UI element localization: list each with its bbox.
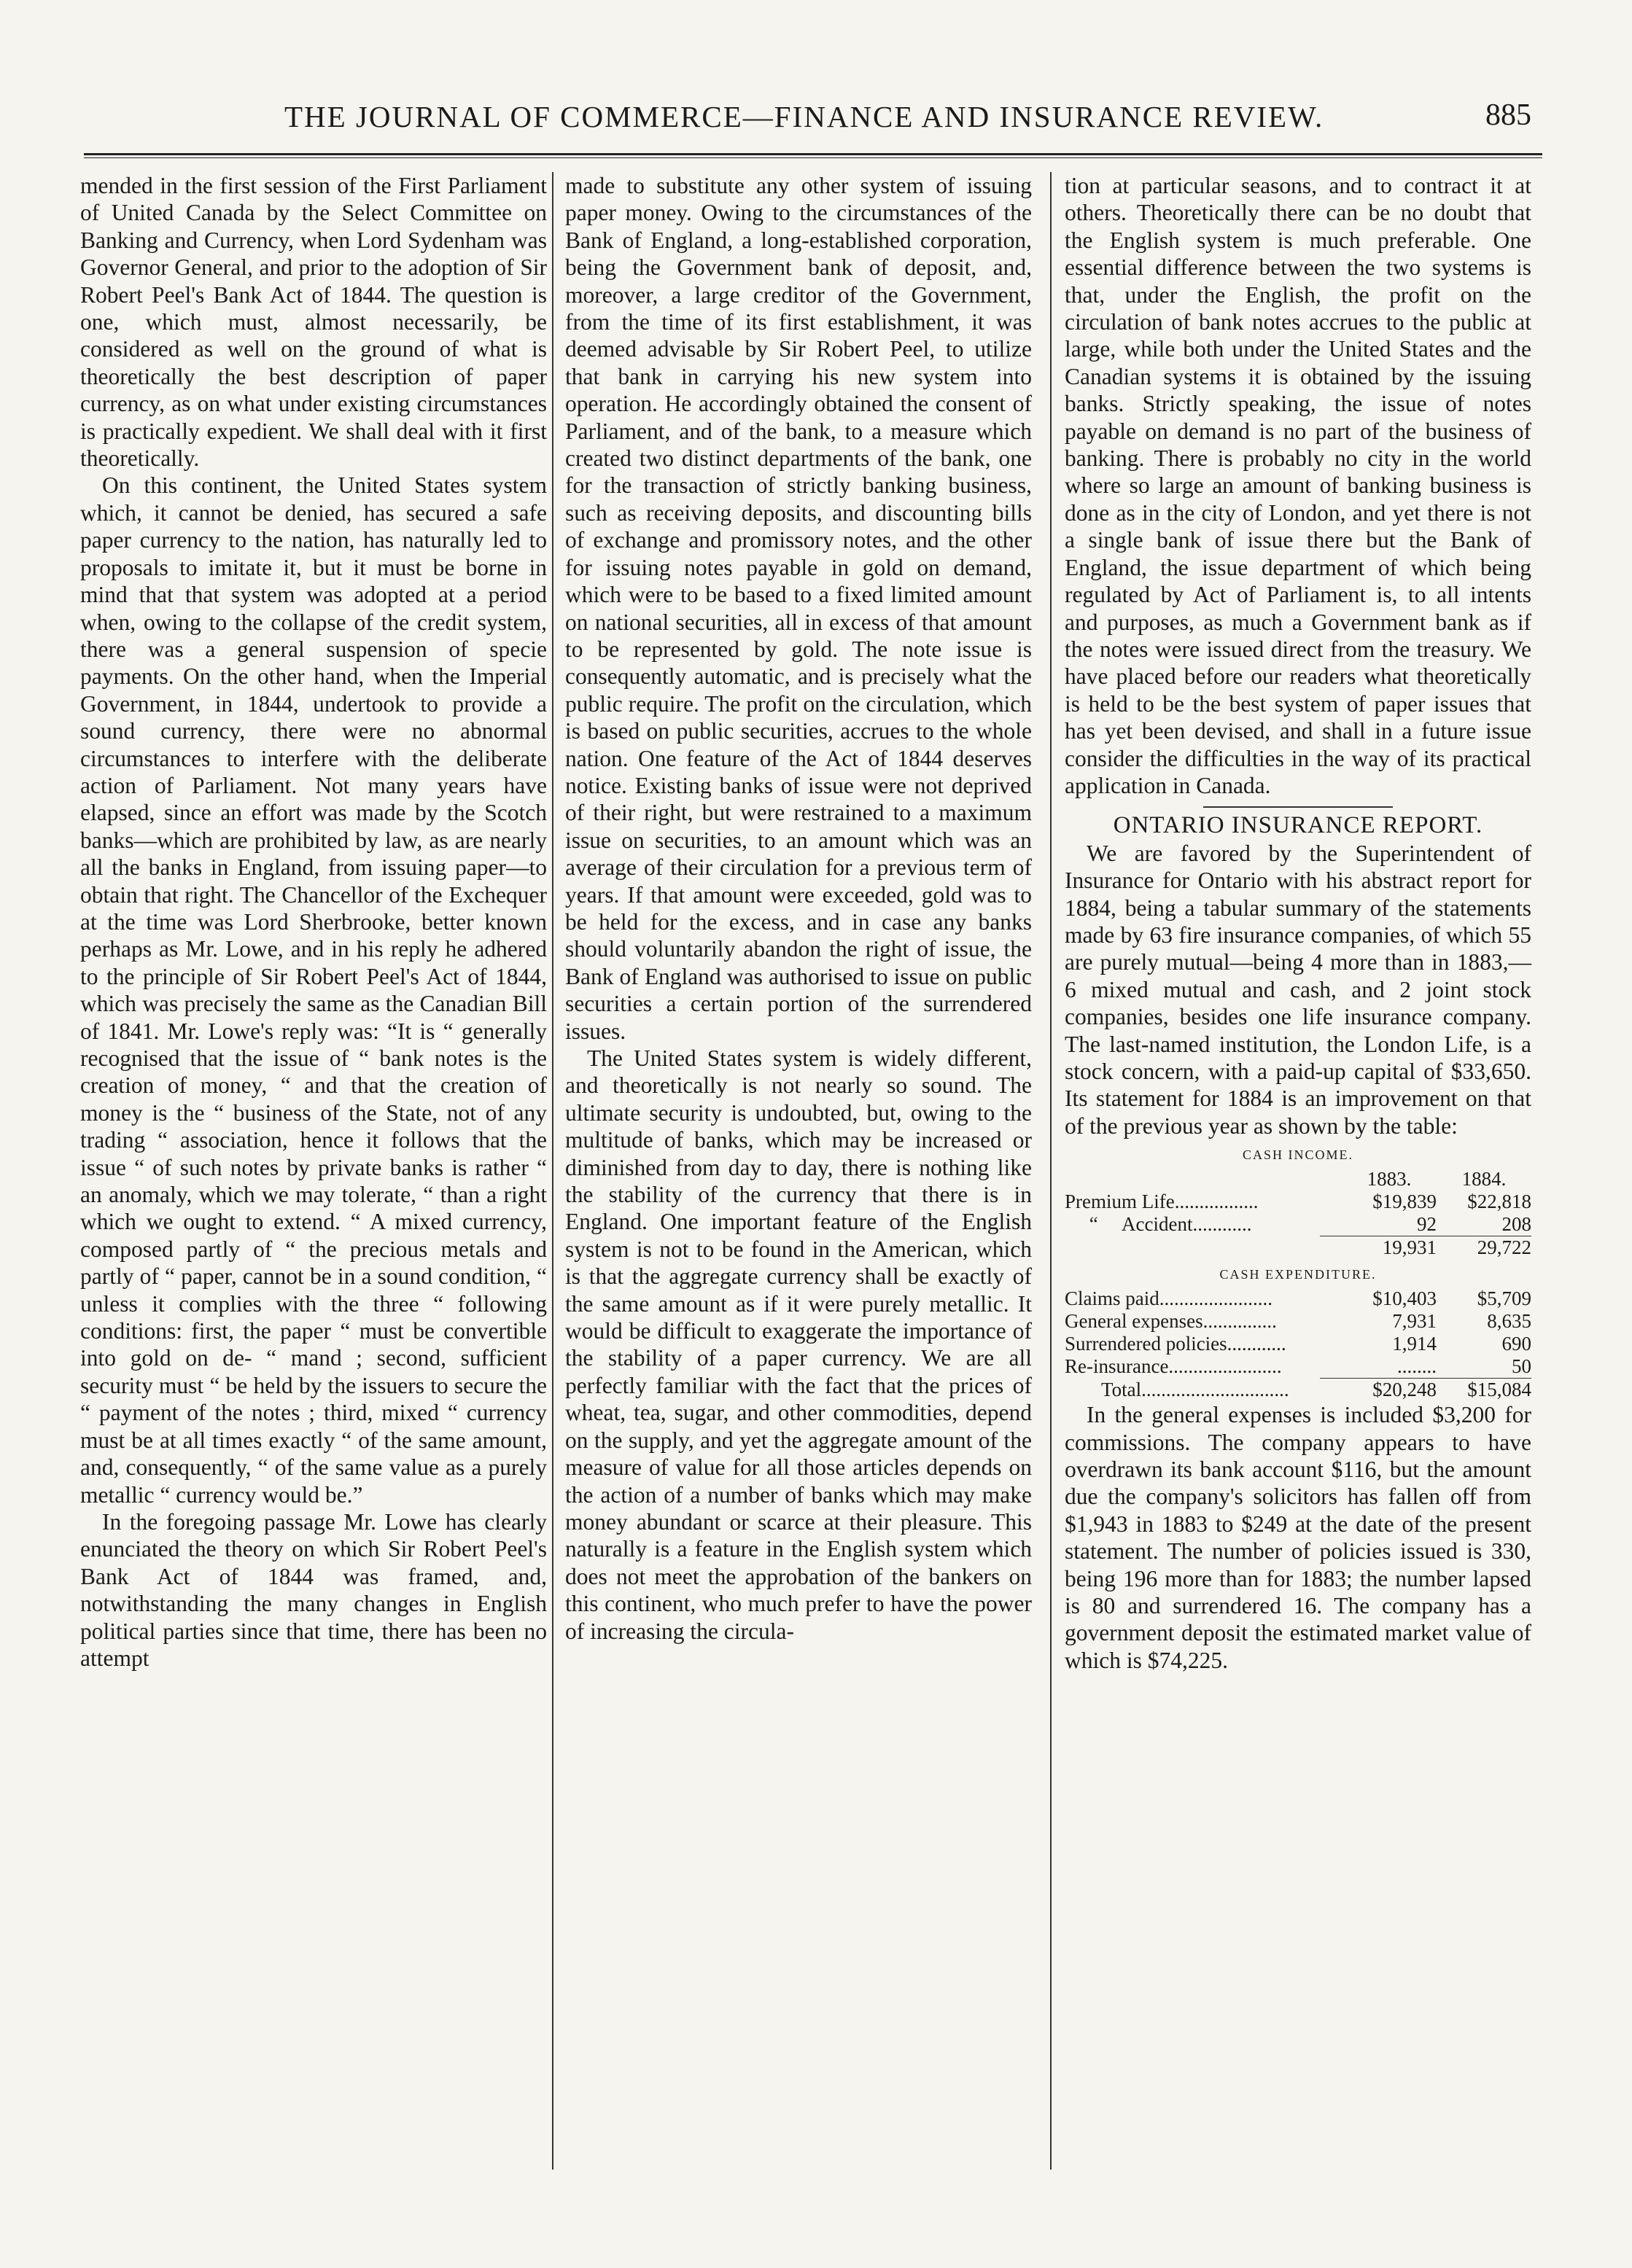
- table-cell: 7,931: [1392, 1310, 1437, 1333]
- table-cell: 1,914: [1392, 1333, 1437, 1355]
- table-cell: $22,818: [1467, 1190, 1531, 1213]
- table-header-cell: 1883.: [1367, 1168, 1412, 1190]
- running-head: THE JOURNAL OF COMMERCE—FINANCE AND INSURANCE REVIEW.: [284, 100, 1324, 133]
- table-row: [1065, 1310, 1531, 1333]
- table-caption-income: CASH INCOME.: [1242, 1147, 1353, 1163]
- table-cell: Surrendered policies............: [1065, 1333, 1286, 1355]
- table-cell: Re-insurance.......................: [1065, 1355, 1282, 1378]
- table-row: [1065, 1355, 1531, 1378]
- table-row: [1065, 1333, 1531, 1355]
- table-header-cell: 1884.: [1461, 1168, 1507, 1190]
- paragraph: We are favored by the Superintendent of Insurance for Ontario with his abstract report for 1884, being a tabular summary of the statements made by 63 fire insurance companies, of which 55 are purely mutual—being 4 more than in 1883,—6 mixed mutual and cash, and 2 joint stock companies, besides one life insurance company. The last-named institution, the London Life, is a stock concern, with a paid-up capital of $33,650. Its statement for 1884 is an improvement on that of the previous year as shown by the table:: [1065, 840, 1531, 1139]
- table-cell: $20,248: [1372, 1379, 1437, 1401]
- table-cell: Total..............................: [1101, 1379, 1289, 1401]
- table-cell: Claims paid.......................: [1065, 1287, 1272, 1310]
- table-cell: 92: [1417, 1213, 1437, 1236]
- page-header: [80, 93, 1561, 144]
- table-cell: [1065, 1168, 1342, 1190]
- table-row-total: [1320, 1236, 1531, 1259]
- paragraph: made to substitute any other system of issuing paper money. Owing to the circumstances of the Bank of England, a long-established corporation, being the Government bank of deposit, and, moreover, a large creditor of the Government, from the time of its first establishment, it was deemed advisable by Sir Robert Peel, to utilize that bank in carrying his new system into operation. He accordingly obtained the consent of Parliament, and of the bank, to a measure which created two distinct departments of the bank, one for the transaction of strictly banking business, such as receiving deposits, and discounting bills of exchange and promissory notes, and the other for issuing notes payable in gold on demand, which were to be based to a fixed limited amount on national securities, all in excess of that amount to be represented by gold. The note issue is consequently automatic, and is precisely what the public require. The profit on the circulation, which is based on public securities, accrues to the whole nation. One feature of the Act of 1844 deserves notice. Existing banks of issue were not deprived of their right, but were restrained to a maximum issue on securities, to an amount which was an average of their circulation for a previous term of years. If that amount were exceeded, gold was to be held for the excess, and in case any banks should voluntarily abandon the right of issue, the Bank of England was authorised to issue on public securities a certain portion of the surrendered issues.: [565, 173, 1032, 1044]
- page-number: 885: [1485, 98, 1531, 132]
- section-divider: [1203, 806, 1393, 808]
- column-2: [565, 172, 1032, 1645]
- column-rule-1: [552, 172, 553, 2170]
- table-cell: 19,931: [1382, 1236, 1437, 1259]
- table-caption-expenditure: CASH EXPENDITURE.: [1219, 1267, 1377, 1282]
- column-1: [80, 172, 547, 1672]
- table-row: [1065, 1190, 1531, 1213]
- table-cell: 8,635: [1487, 1310, 1531, 1333]
- section-title: ONTARIO INSURANCE REPORT.: [1113, 812, 1483, 839]
- table-cell: [1320, 1236, 1342, 1259]
- table-header-row: [1065, 1168, 1531, 1190]
- table-cell: Premium Life.................: [1065, 1190, 1259, 1213]
- table-row: [1065, 1287, 1531, 1310]
- table-row-total: [1065, 1379, 1531, 1401]
- table-cell: $5,709: [1477, 1287, 1531, 1310]
- table-cell: “ Accident............: [1065, 1213, 1252, 1236]
- table-cell: ........: [1397, 1355, 1437, 1378]
- paragraph: The United States system is widely different, and theoretically is not nearly so sound. The ultimate security is undoubted, but, owing to the multitude of banks, which may be increased or diminished from day to day, there is nothing like the stability of the currency that there is in England. One important feature of the English system is not to be found in the American, which is that the aggregate currency shall be exactly of the same amount as if it were purely metallic. It would be difficult to exaggerate the importance of the stability of a paper currency. We are all perfectly familiar with the fact that the prices of wheat, tea, sugar, and other commodities, depend on the supply, and yet the aggregate amount of the measure of value for all those articles depends on the action of a number of banks which may make money abundant or scarce at their pleasure. This naturally is a feature in the English system which does not meet the approbation of the bankers on this continent, who much prefer to have the power of increasing the circula-: [565, 1045, 1032, 1644]
- financial-table: [1065, 1144, 1531, 1401]
- table-cell: General expenses...............: [1065, 1310, 1277, 1333]
- paragraph: mended in the first session of the First Parliament of United Canada by the Select Committee on Banking and Currency, when Lord Sydenham was Governor General, and prior to the adoption of Sir Robert Peel's Bank Act of 1844. The question is one, which must, almost necessarily, be considered as well on the ground of what is theoretically the best description of paper currency, as on what under existing circumstances is practically expedient. We shall deal with it first theoretically.: [80, 173, 547, 472]
- paragraph: In the foregoing passage Mr. Lowe has clearly enunciated the theory on which Sir Robert Peel's Bank Act of 1844 was framed, and, notwithstanding the many changes in English political parties since that time, there has been no attempt: [80, 1508, 547, 1671]
- table-cell: 208: [1501, 1213, 1531, 1236]
- table-cell: $15,084: [1467, 1379, 1531, 1401]
- column-rule-2: [1050, 172, 1052, 2170]
- paragraph: In the general expenses is included $3,200 for commissions. The company appears to have overdrawn its bank account $116, but the amount due the company's solicitors has fallen off from $1,943 in 1883 to $249 at the date of the present statement. The number of policies issued is 330, being 196 more than for 1883; the number lapsed is 80 and surrendered 16. The company has a government deposit the estimated market value of which is $74,225.: [1065, 1402, 1531, 1673]
- paragraph: On this continent, the United States system which, it cannot be denied, has secured a safe paper currency to the nation, has naturally led to proposals to imitate it, but it must be borne in mind that that system was adopted at a period when, owing to the collapse of the credit system, there was a general suspension of specie payments. On the other hand, when the Imperial Government, in 1844, undertook to provide a sound currency, there were no abnormal circumstances to interfere with the deliberate action of Parliament. Not many years have elapsed, since an effort was made by the Scotch banks—which are prohibited by law, as are nearly all the banks in England, from issuing paper—to obtain that right. The Chancellor of the Exchequer at the time was Lord Sherbrooke, better known perhaps as Mr. Lowe, and in his reply he adhered to the principle of Sir Robert Peel's Act of 1844, which was precisely the same as the Canadian Bill of 1841. Mr. Lowe's reply was: “It is “ generally recognised that the issue of “ bank notes is the creation of money, “ and that the creation of money is the “ business of the State, not of any trading “ association, hence it follows that the issue “ of such notes by private banks is rather “ an anomaly, which we may tolerate, “ than a right which we ought to extend. “ A mixed currency, composed partly of “ the precious metals and partly of “ paper, cannot be in a sound condition, “ unless it complies with the three “ following conditions: first, the paper “ must be convertible into gold on de- “ mand ; second, sufficient security must “ be held by the issuers to secure the “ payment of the notes ; third, mixed “ currency must be at all times exactly “ of the same amount, and, consequently, “ of the same value as a purely metallic “ currency would be.”: [80, 472, 547, 1508]
- table-cell: $10,403: [1372, 1287, 1437, 1310]
- table-cell: 50: [1512, 1355, 1531, 1378]
- table-cell: $19,839: [1372, 1190, 1437, 1213]
- table-cell: 690: [1501, 1333, 1531, 1355]
- column-3: [1065, 172, 1531, 1674]
- table-row: [1065, 1213, 1531, 1236]
- paragraph: tion at particular seasons, and to contract it at others. Theoretically there can be no doubt that the English system is much preferable. One essential difference between the two systems is that, under the English, the profit on the circulation of bank notes accrues to the public at large, while both under the United States and the Canadian systems it is obtained by the issuing banks. Strictly speaking, the issue of notes payable on demand is no part of the business of banking. There is probably no city in the world where so large an amount of banking business is done as in the city of London, and yet there is not a single bank of issue there but the Bank of England, the issue department of which being regulated by Act of Parliament is, to all intents and purposes, as much a Government bank as if the notes were issued direct from the treasury. We have placed before our readers what theoretically is held to be the best system of paper issues that has yet been devised, and shall in a future issue consider the difficulties in the way of its practical application in Canada.: [1065, 173, 1531, 798]
- header-rule: [84, 153, 1542, 158]
- table-cell: 29,722: [1477, 1236, 1531, 1259]
